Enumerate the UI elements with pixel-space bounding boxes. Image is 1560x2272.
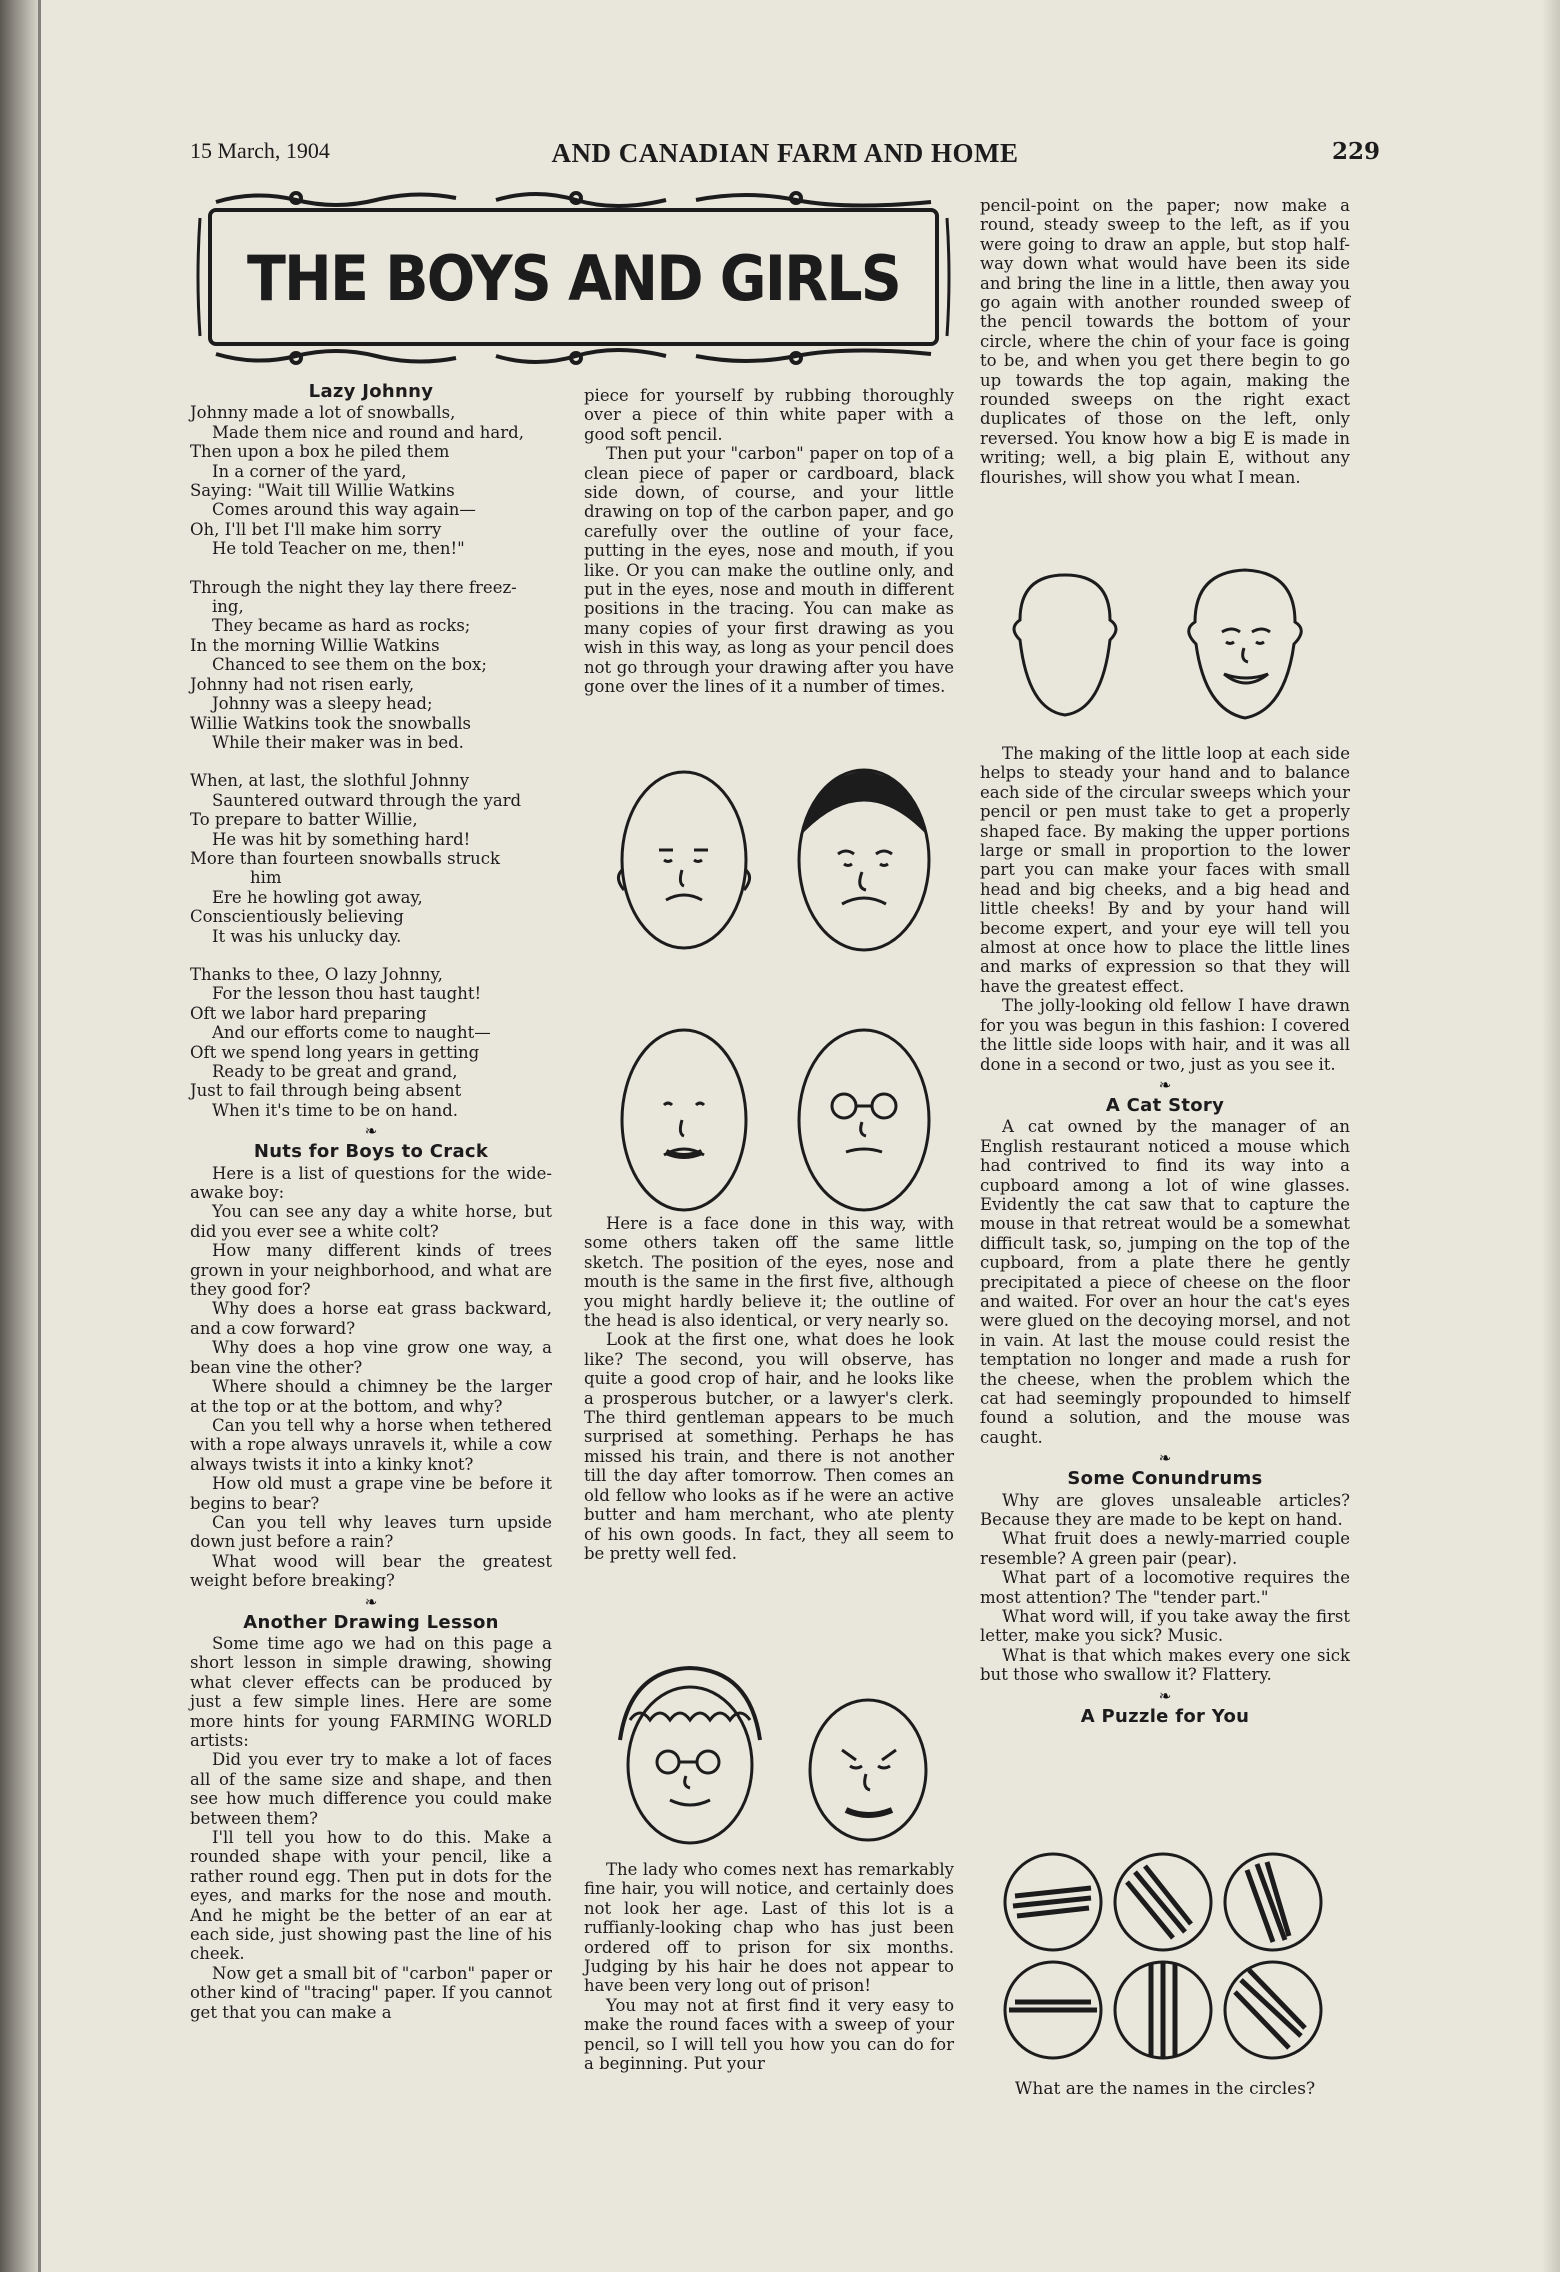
drawing-para: The jolly-looking old fellow I have drawn for you was begun in this fashion: I covered the little side loops with hair, and it was all done in a second or two, just as you see it. xyxy=(980,996,1350,1074)
leaf-ornament-icon: ❧ xyxy=(364,1592,378,1611)
lazy-johnny-heading: Lazy Johnny xyxy=(308,381,434,402)
poem-line: Oh, I'll bet I'll make him sorry xyxy=(190,519,442,539)
gutter-shadow-line xyxy=(38,0,41,2272)
poem-line: Oft we spend long years in getting xyxy=(190,1042,480,1062)
nuts-para: What wood will bear the greatest weight before breaking? xyxy=(190,1551,552,1591)
poem-line: When it's time to be on hand. xyxy=(212,1100,459,1120)
page-edge xyxy=(1542,0,1560,2272)
poem-line: To prepare to batter Willie, xyxy=(190,810,418,830)
drawing-para: piece for yourself by rubbing thoroughly over a piece of thin white paper with a good soft pencil. xyxy=(584,386,954,444)
poem-line: When, at last, the slothful Johnny xyxy=(190,771,470,791)
poem-line: Conscientiously believing xyxy=(190,907,404,927)
poem-line: Saying: "Wait till Willie Watkins xyxy=(190,481,455,501)
conundrum-para: What word will, if you take away the first letter, make you sick? Music. xyxy=(980,1607,1350,1646)
nuts-para: Where should a chimney be the larger at the top or at the bottom, and why? xyxy=(190,1377,552,1416)
drawing-para: The lady who comes next has remarkably fine hair, you will notice, and certainly does not look her age. Last of this lot is a ruffianly-looking chap who has just been ordered off to prison for six months. Judging by his hair he does not appear to have been very long out of prison! xyxy=(584,1860,954,1996)
column-3-middle xyxy=(980,744,1350,1728)
nuts-para: You can see any day a white horse, but did you ever see a white colt? xyxy=(190,1202,552,1241)
poem-line: Just to fail through being absent xyxy=(190,1081,462,1101)
poem-line: Then upon a box he piled them xyxy=(190,442,450,462)
drawing-para: You may not at first find it very easy to make the round faces with a sweep of your pencil, so I will tell you how you can do for a beginning. Put your xyxy=(584,1995,954,2074)
poem-line: Johnny made a lot of snowballs, xyxy=(190,403,456,423)
drawing-para: pencil-point on the paper; now make a round, steady sweep to the left, as if you were going to draw an apple, but stop half-way down what would have been its side and bring the line in a little, then away you go again with another rounded sweep of the pencil towards the bottom of your circle, where the chin of your face is going to be, and when you get there begin to go up towards the top again, making the rounded sweeps on the right exact duplicates of those on the left, only reversed. You know how a big E is made in writing; well, a big plain E, without any flourishes, will show you what I mean. xyxy=(980,196,1350,487)
poem-line: Ready to be great and grand, xyxy=(212,1062,458,1081)
running-head xyxy=(190,138,1380,178)
four-faces-illustration xyxy=(594,760,954,1230)
issue-date: 15 March, 1904 xyxy=(190,138,330,163)
poem-line: Made them nice and round and hard, xyxy=(212,422,524,442)
section-banner xyxy=(196,188,951,366)
drawing-para: Did you ever try to make a lot of faces all of the same size and shape, and then see how much difference you could make between them? xyxy=(190,1750,552,1828)
puzzle-circles-illustration xyxy=(995,1852,1335,2060)
poem-line: It was his unlucky day. xyxy=(212,926,402,946)
poem-line: He told Teacher on me, then!" xyxy=(212,539,465,559)
drawing-para: Here is a face done in this way, with some others taken off the same little sketch. The position of the eyes, nose and mouth is the same in the first five, although you might hardly believe it; the outline of the head is also identical, or very nearly so. xyxy=(584,1214,954,1331)
poem-line: While their maker was in bed. xyxy=(212,732,464,752)
column-1 xyxy=(190,382,552,2022)
puzzle-caption: What are the names in the circles? xyxy=(1014,2079,1316,2099)
leaf-ornament-icon: ❧ xyxy=(1158,1075,1172,1094)
drawing-para: Some time ago we had on this page a short lesson in simple drawing, showing what clever effects can be produced by just a few simple lines. Here are some more hints for young FARMING WORLD artists: xyxy=(190,1633,552,1750)
poem-line: Comes around this way again— xyxy=(212,500,476,520)
leaf-ornament-icon: ❧ xyxy=(1158,1686,1172,1705)
puzzle-heading: A Puzzle for You xyxy=(1080,1705,1250,1727)
stanza-break xyxy=(190,559,552,578)
conundrum-para: What is that which makes every one sick but those who swallow it? Flattery. xyxy=(980,1645,1350,1685)
stanza-break xyxy=(190,752,552,771)
poem-line: ing, xyxy=(212,597,244,617)
poem-line: He was hit by something hard! xyxy=(212,829,471,849)
nuts-para: How old must a grape vine be before it begins to bear? xyxy=(190,1474,552,1513)
stanza-break xyxy=(190,946,552,965)
binding-gutter xyxy=(0,0,38,2272)
drawing-para: Then put your "carbon" paper on top of a clean piece of paper or cardboard, black side down, of course, and your little drawing on top of the carbon paper, and go carefully over the outline of your face, putting in the eyes, nose and mouth, if you like. Or you can make the outline only, and put in the eyes, nose and mouth in different positions in the tracing. You can make as many copies of your first drawing as you wish in this way, as long as your pencil does not go through your drawing after you have gone over the lines of it a number of times. xyxy=(584,444,954,697)
nuts-para: Why does a horse eat grass backward, and a cow forward? xyxy=(190,1299,552,1338)
poem-line: Johnny had not risen early, xyxy=(190,674,415,694)
drawing-para: Look at the first one, what does he look like? The second, you will observe, has quite a good crop of hair, and he looks like a prosperous butcher, or a lawyer's clerk. The third gentleman appears to be much surprised at something. Perhaps he has missed his train, and there is not another till the day after tomorrow. Then comes an old fellow who looks as if he were an active butter and ham merchant, who ate plenty of his own goods. In fact, they all seem to be pretty well fed. xyxy=(584,1330,954,1563)
poem-line: Oft we labor hard preparing xyxy=(190,1003,427,1023)
conundrum-para: Why are gloves unsaleable articles? Because they are made to be kept on hand. xyxy=(980,1490,1350,1530)
conundrums-heading: Some Conundrums xyxy=(1067,1468,1263,1490)
nuts-para: Why does a hop vine grow one way, a bean vine the other? xyxy=(190,1338,552,1377)
column-2-bottom xyxy=(584,1860,954,2073)
column-2-top xyxy=(584,386,954,697)
poem-line: And our efforts come to naught— xyxy=(212,1023,491,1043)
drawing-para: I'll tell you how to do this. Make a rounded shape with your pencil, like a rather round egg. Then put in dots for the eyes, and marks for the nose and mouth. And he might be the better of an ear at each side, just showing past the line of his cheek. xyxy=(190,1828,552,1964)
leaf-ornament-icon: ❧ xyxy=(1158,1449,1172,1468)
conundrum-para: What part of a locomotive requires the most attention? The "tender part." xyxy=(980,1568,1350,1607)
drawing-heading: Another Drawing Lesson xyxy=(243,1611,499,1633)
cat-story-heading: A Cat Story xyxy=(1105,1094,1225,1116)
poem-line: him xyxy=(250,868,282,888)
poem-line: Through the night they lay there freez- xyxy=(190,577,517,597)
poem-line: They became as hard as rocks; xyxy=(212,616,471,636)
poem-line: Sauntered outward through the yard xyxy=(212,790,522,810)
drawing-para: Now get a small bit of "carbon" paper or other kind of "tracing" paper. If you cannot get that you can make a xyxy=(190,1963,552,2022)
poem-line: More than fourteen snowballs struck xyxy=(190,848,500,868)
lady-and-convict-illustration xyxy=(600,1650,950,1860)
leaf-ornament-icon: ❧ xyxy=(364,1122,378,1141)
drawing-para: The making of the little loop at each side helps to steady your hand and to balance each side of the circular sweeps which your pencil or pen must take to get a properly shaped face. By making the upper portions large or small in proportion to the lower part you can make your faces with small head and big cheeks, and a big head and little cheeks! By and by your hand will become expert, and your eye will tell you almost at once how to place the little lines and marks of expression so that they will have the greatest effect. xyxy=(980,744,1350,996)
poem-line: Thanks to thee, O lazy Johnny, xyxy=(190,964,443,984)
nuts-para: Here is a list of questions for the wide-awake boy: xyxy=(190,1163,552,1203)
nuts-para: Can you tell why leaves turn upside down just before a rain? xyxy=(190,1512,552,1552)
publication-title: AND CANADIAN FARM AND HOME xyxy=(551,138,1019,168)
conundrum-para: What fruit does a newly-married couple resemble? A green pair (pear). xyxy=(980,1529,1350,1568)
nuts-heading: Nuts for Boys to Crack xyxy=(253,1141,489,1163)
poem-line: Willie Watkins took the snowballs xyxy=(190,713,471,733)
lazy-johnny-poem xyxy=(190,403,552,1120)
poem-line: In a corner of the yard, xyxy=(212,461,407,481)
face-outline-illustration xyxy=(1000,560,1340,730)
poem-line: In the morning Willie Watkins xyxy=(190,635,440,655)
column-2-middle xyxy=(584,1214,954,1563)
column-3-top xyxy=(980,196,1350,487)
poem-line: Johnny was a sleepy head; xyxy=(212,694,433,714)
banner-title: THE BOYS AND GIRLS xyxy=(246,242,900,315)
nuts-para: Can you tell why a horse when tethered with a rope always unravels it, while a cow always twists it into a kinky knot? xyxy=(190,1415,552,1474)
page-number: 229 xyxy=(1331,138,1380,165)
poem-line: For the lesson thou hast taught! xyxy=(212,984,482,1004)
puzzle-caption-wrap xyxy=(980,2080,1350,2099)
poem-line: Ere he howling got away, xyxy=(212,887,423,907)
poem-line: Chanced to see them on the box; xyxy=(212,655,487,675)
nuts-para: How many different kinds of trees grown in your neighborhood, and what are they good for? xyxy=(190,1241,552,1300)
cat-story-para: A cat owned by the manager of an English restaurant noticed a mouse which had contrived to find its way into a cupboard among a lot of wine glasses. Evidently the cat saw that to capture the mouse in that retreat would be a somewhat difficult task, so, jumping on the top of the cupboard, from a plate there he gently precipitated a piece of cheese on the floor and waited. For over an hour the cat's eyes were glued on the decoying morsel, and not in vain. At last the mouse could resist the temptation no longer and made a rush for the cheese, when the problem which the cat had seemingly propounded to himself found a solution, and the mouse was caught. xyxy=(980,1117,1350,1447)
